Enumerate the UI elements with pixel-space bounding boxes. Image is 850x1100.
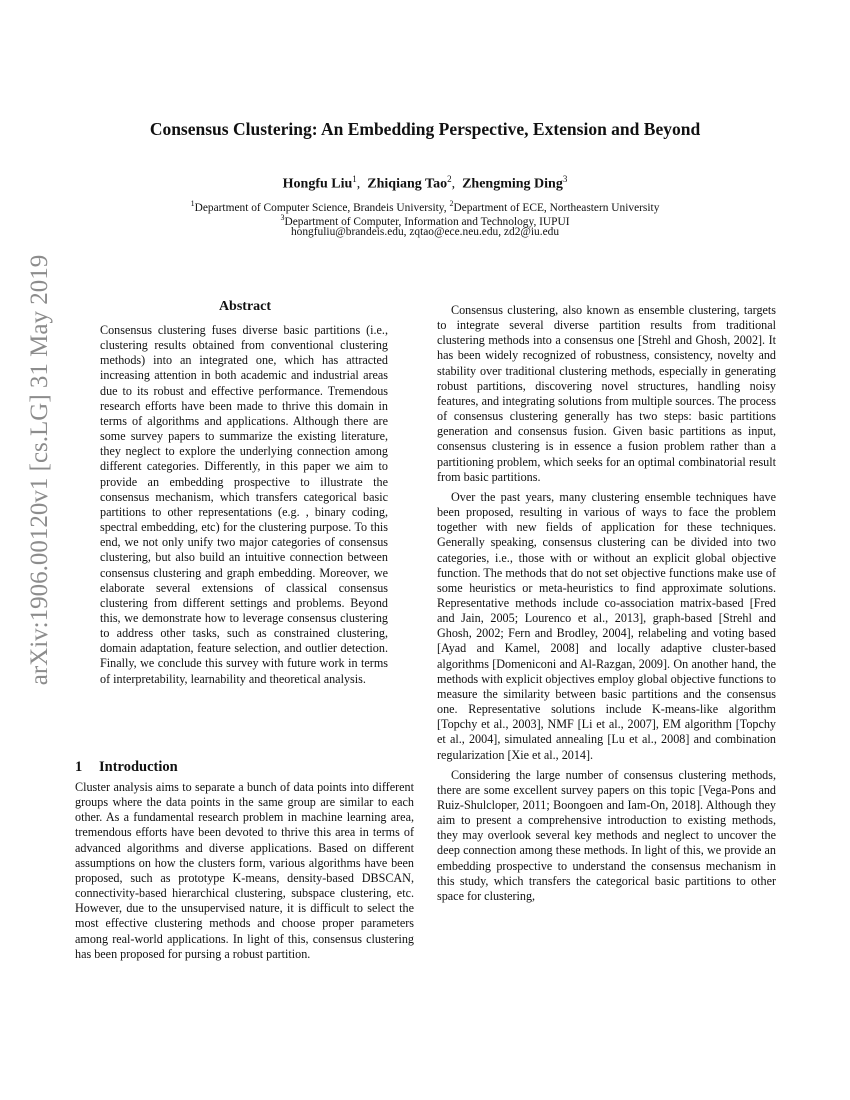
author-name: Zhiqiang Tao xyxy=(367,176,448,192)
paragraph: Consensus clustering, also known as ensemble clustering, targets to integrate several diverse partition results from traditional clustering methods into a consensus one [Strehl and Ghosh, 2002]. It has been widely recognized of robustness, consistency, novelty and stability over traditional clustering methods, especially in generating robust partitions, discovering novel structures, handling noisy features, and integrating solutions from multiple sources. The process of consensus clustering generally has two steps: basic partitions generation and consensus fusion. Given basic partitions as input, consensus clustering is in essence a fusion problem rather than a partitioning problem, which seeks for an optimal combinatorial result from basic partitions. xyxy=(437,303,776,484)
affiliation-sup: 2 xyxy=(449,199,454,208)
author-sup: 1 xyxy=(352,174,357,184)
affiliation-text: Department of ECE, Northeastern University xyxy=(453,201,660,214)
section-number: 1 xyxy=(75,759,83,775)
author-name: Hongfu Liu xyxy=(282,176,353,192)
author-emails: hongfuliu@brandeis.edu, zqtao@ece.neu.edu, zd2@iu.edu xyxy=(290,226,560,238)
abstract-text xyxy=(100,323,388,687)
affiliation-text: Department of Computer Science, Brandeis University, xyxy=(194,201,450,214)
paragraph: Over the past years, many clustering ensemble techniques have been proposed, resulting in various of ways to face the problem together with new fields of application for these techniques. Generally speaking, consensus clustering can be divided into two categories, i.e., those with or without an explicit global objective function. The methods that do not set objective functions make use of some heuristics or meta-heuristics to find approximate solutions. Representative methods include co-association matrix-based [Fred and Jain, 2005; Lourenco et al., 2013], graph-based [Strehl and Ghosh, 2002; Fern and Brodley, 2004], relabeling and voting based [Ayad and Kamel, 2008] and locally adaptive cluster-based algorithms [Domeniconi and Al-Razgan, 2009]. On another hand, the methods with explicit objectives employ global objective functions to measure the similarity between basic partitions and the consensus one. Representative solutions include K-means-like algorithm [Topchy et al., 2003], NMF [Li et al., 2007], EM algorithm [Topchy et al., 2004], simulated annealing [Lu et al., 2008] and combination regularization [Xie et al., 2014]. xyxy=(437,489,776,762)
arxiv-stamp: arXiv:1906.00120v1 [cs.LG] 31 May 2019 xyxy=(26,254,53,686)
author-sup: 2 xyxy=(447,174,452,184)
affiliation-sup: 1 xyxy=(190,199,195,208)
author-sup: 3 xyxy=(562,174,568,184)
paragraph: Cluster analysis aims to separate a bunch of data points into different groups where the data points in the same group are similar to each other. As a fundamental research problem in machine learning area, tremendous efforts have been devoted to thrive this area in terms of advanced algorithms and diverse applications. Based on different assumptions on how the clusters form, various algorithms have been proposed, such as prototype K-means, density-based DBSCAN, connectivity-based hierarchical clustering, subspace clustering, etc. However, due to the unsupervised nature, it is difficult to select the most effective clustering methods and choose proper parameters among real-world applications. In light of this, consensus clustering has been proposed for pursing a robust partition. xyxy=(75,780,414,961)
author-name: Zhengming Ding xyxy=(462,176,563,192)
section-title: Introduction xyxy=(99,759,178,775)
author-separator: , xyxy=(451,176,456,192)
affiliation-text: Department of Computer, Information and Technology, IUPUI xyxy=(284,215,570,228)
abstract-paragraph: Consensus clustering fuses diverse basic partitions (i.e., clustering results obtained from conventional clustering methods) into an integrated one, which has attracted increasing attention in both academic and industrial areas due to its robust and effective performance. Tremendous research efforts have been made to thrive this domain in terms of algorithms and applications. Although there are some survey papers to summarize the existing literature, they neglect to explore the underlying connection among different categories. Differently, in this paper we aim to provide an embedding prospective to illustrate the consensus mechanism, which transfers categorical basic partitions to other representations (e.g. , binary coding, spectral embedding, etc) for the clustering purpose. To this end, we not only unify two major categories of consensus clustering, but also build an intuitive connection between consensus clustering and graph embedding. Moreover, we elaborate several extensions of classical consensus clustering from different settings and problems. Beyond this, we demonstrate how to leverage consensus clustering to address other tasks, such as constrained clustering, domain adaptation, feature selection, and outlier detection. Finally, we conclude this survey with future work in terms of interpretability, learnability and theoretical analysis. xyxy=(100,323,388,686)
paragraph: Considering the large number of consensus clustering methods, there are some excellent survey papers on this topic [Vega-Pons and Ruiz-Shulcloper, 2011; Boongoen and Iam-On, 2018]. Although they aim to present a comprehensive introduction to existing methods, they may overlook several key methods and neglect to uncover the deep connection among these methods. In light of this, we provide an embedding prospective to understand the consensus mechanism in this study, which transfers the categorical basic partitions to other space for clustering, xyxy=(437,767,776,903)
author-separator: , xyxy=(356,176,361,192)
author-list xyxy=(75,174,775,193)
affiliation-sup: 3 xyxy=(280,213,285,222)
section-heading-introduction xyxy=(75,759,415,776)
right-column-text xyxy=(437,303,776,904)
introduction-text xyxy=(75,780,414,962)
abstract-heading: Abstract xyxy=(218,299,272,314)
paper-title: Consensus Clustering: An Embedding Perspective, Extension and Beyond xyxy=(149,119,701,139)
